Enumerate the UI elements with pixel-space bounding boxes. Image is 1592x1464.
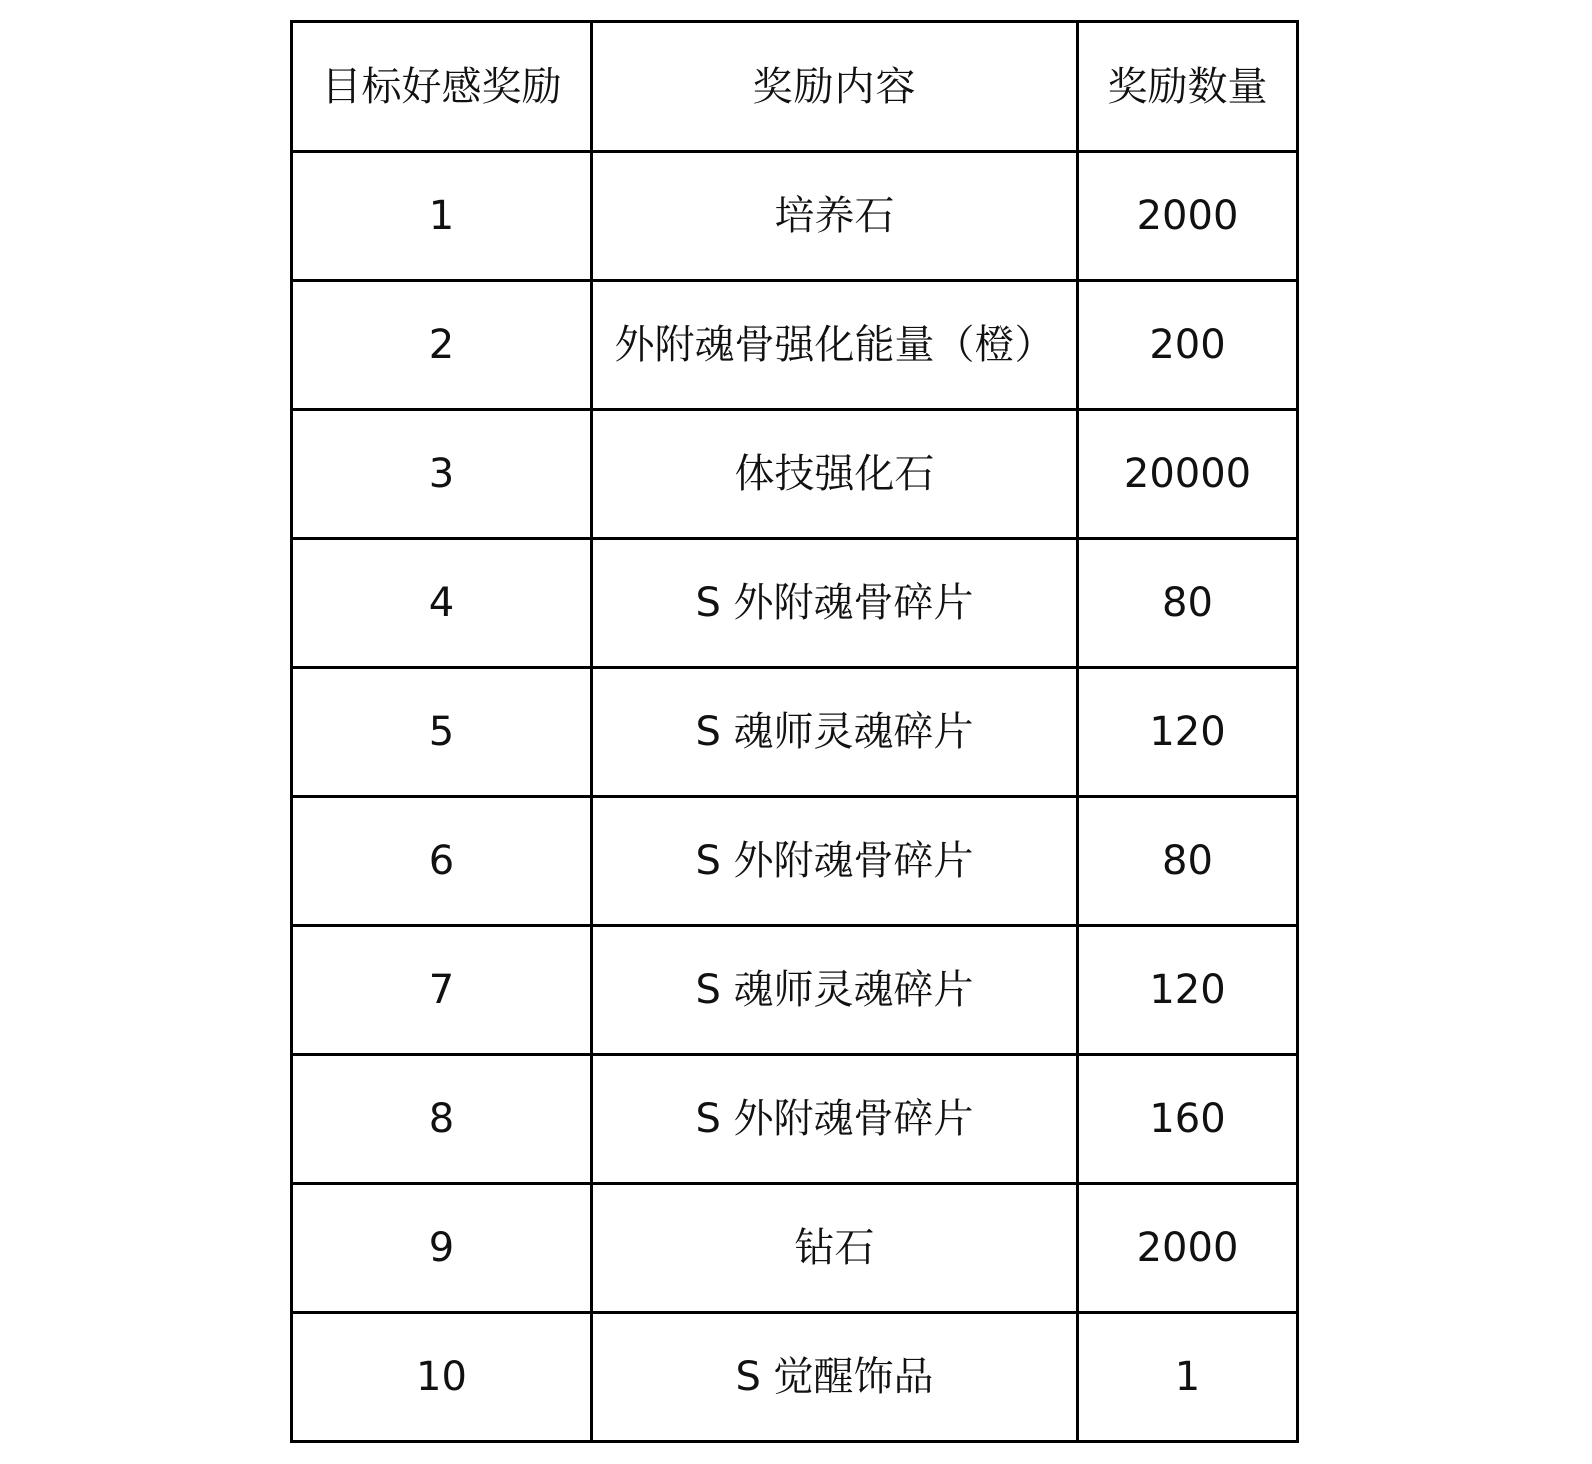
reward-quantity-cell: 1 bbox=[1078, 1313, 1298, 1442]
favorability-reward-table bbox=[290, 20, 1299, 1443]
header-reward-quantity: 奖励数量 bbox=[1078, 22, 1298, 152]
reward-content-cell: 体技强化石 bbox=[592, 410, 1078, 539]
table-row bbox=[292, 152, 1298, 281]
reward-quantity-cell: 2000 bbox=[1078, 152, 1298, 281]
reward-content-cell: 外附魂骨强化能量（橙） bbox=[592, 281, 1078, 410]
reward-quantity-cell: 120 bbox=[1078, 668, 1298, 797]
table-header-row bbox=[292, 22, 1298, 152]
table-row bbox=[292, 1313, 1298, 1442]
table-row bbox=[292, 410, 1298, 539]
reward-content-cell: S 魂师灵魂碎片 bbox=[592, 668, 1078, 797]
level-cell: 3 bbox=[292, 410, 592, 539]
reward-content-cell: S 觉醒饰品 bbox=[592, 1313, 1078, 1442]
reward-quantity-cell: 80 bbox=[1078, 797, 1298, 926]
reward-quantity-cell: 120 bbox=[1078, 926, 1298, 1055]
table-row bbox=[292, 926, 1298, 1055]
reward-content-cell: S 外附魂骨碎片 bbox=[592, 1055, 1078, 1184]
level-cell: 10 bbox=[292, 1313, 592, 1442]
reward-content-cell: S 外附魂骨碎片 bbox=[592, 539, 1078, 668]
reward-quantity-cell: 80 bbox=[1078, 539, 1298, 668]
level-cell: 2 bbox=[292, 281, 592, 410]
table-row bbox=[292, 1184, 1298, 1313]
level-cell: 6 bbox=[292, 797, 592, 926]
table-row bbox=[292, 797, 1298, 926]
table-row bbox=[292, 1055, 1298, 1184]
reward-content-cell: S 外附魂骨碎片 bbox=[592, 797, 1078, 926]
header-target-favorability: 目标好感奖励 bbox=[292, 22, 592, 152]
reward-quantity-cell: 20000 bbox=[1078, 410, 1298, 539]
reward-quantity-cell: 200 bbox=[1078, 281, 1298, 410]
reward-table-container bbox=[290, 20, 1299, 1443]
level-cell: 9 bbox=[292, 1184, 592, 1313]
level-cell: 5 bbox=[292, 668, 592, 797]
level-cell: 4 bbox=[292, 539, 592, 668]
table-row bbox=[292, 539, 1298, 668]
reward-content-cell: 培养石 bbox=[592, 152, 1078, 281]
level-cell: 1 bbox=[292, 152, 592, 281]
reward-content-cell: 钻石 bbox=[592, 1184, 1078, 1313]
table-row bbox=[292, 668, 1298, 797]
reward-quantity-cell: 2000 bbox=[1078, 1184, 1298, 1313]
reward-content-cell: S 魂师灵魂碎片 bbox=[592, 926, 1078, 1055]
table-row bbox=[292, 281, 1298, 410]
reward-quantity-cell: 160 bbox=[1078, 1055, 1298, 1184]
level-cell: 7 bbox=[292, 926, 592, 1055]
level-cell: 8 bbox=[292, 1055, 592, 1184]
header-reward-content: 奖励内容 bbox=[592, 22, 1078, 152]
